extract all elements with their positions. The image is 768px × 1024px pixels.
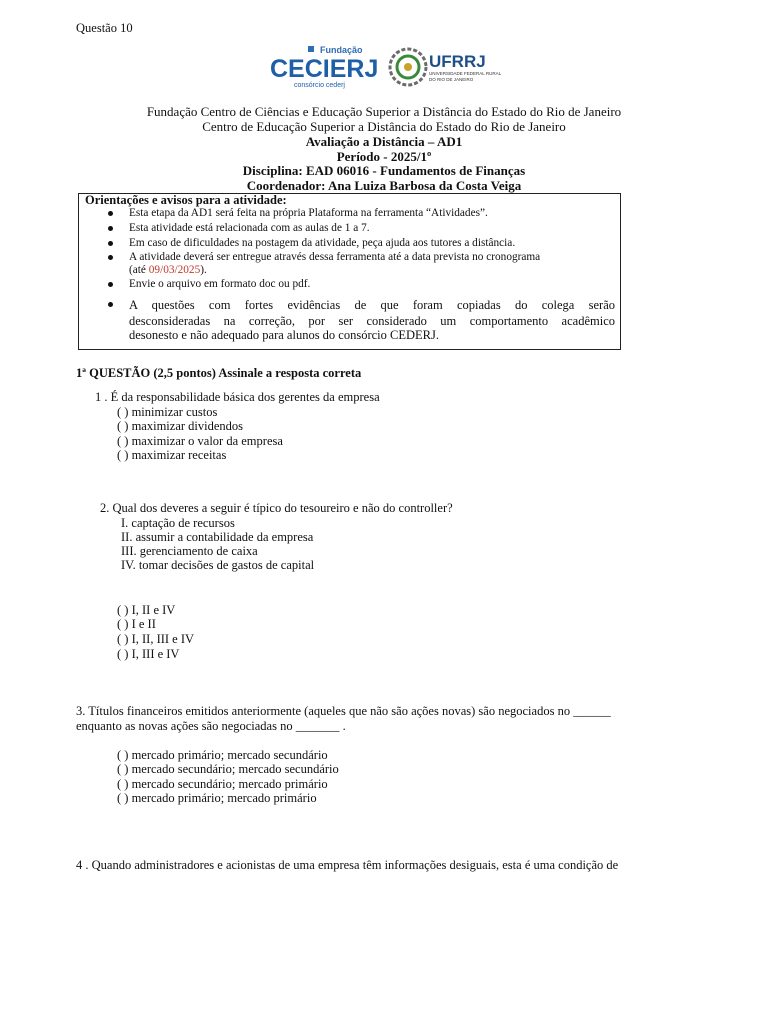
notice-item-deadline: A atividade deverá ser entregue através dessa ferramenta até a data prevista no cronograma xyxy=(129,251,541,263)
question-2-item: I. captação de recursos xyxy=(121,516,235,530)
question-2-option[interactable]: ( ) I e II xyxy=(117,617,156,631)
ufrrj-logo-sub2: DO RIO DE JANEIRO xyxy=(429,77,474,82)
question-3-text-line2: enquanto as novas ações são negociadas no _______ . xyxy=(76,719,346,733)
question-1-option[interactable]: ( ) maximizar dividendos xyxy=(117,419,244,433)
notice-item-plagiarism-2: desconsideradas na correção, por ser considerado um comportamento acadêmico xyxy=(129,314,615,328)
notice-item-platform: Esta etapa da AD1 será feita na própria Plataforma na ferramenta “Atividades”. xyxy=(129,207,488,219)
cecierj-logo-top: Fundação xyxy=(320,45,363,55)
cecierj-logo-sub: consórcio cederj xyxy=(294,82,345,89)
ufrrj-logo xyxy=(388,46,502,88)
question-1-option[interactable]: ( ) minimizar custos xyxy=(117,405,218,419)
ufrrj-logo-sub1: UNIVERSIDADE FEDERAL RURAL xyxy=(429,71,502,76)
notice-item-help: Em caso de dificuldades na postagem da atividade, peça ajuda aos tutores a distância. xyxy=(129,237,516,249)
bullet-dot xyxy=(108,211,113,216)
question-2-item: II. assumir a contabilidade da empresa xyxy=(121,530,314,544)
deadline-date: 09/03/2025 xyxy=(148,264,201,276)
section-title: 1ª QUESTÃO (2,5 pontos) Assinale a resposta correta xyxy=(76,366,362,380)
bullet-dot xyxy=(108,282,113,287)
question-2-option[interactable]: ( ) I, III e IV xyxy=(117,647,180,661)
question-2-item: III. gerenciamento de caixa xyxy=(121,544,258,558)
header-assessment: Avaliação a Distância – AD1 xyxy=(305,134,463,149)
header-period: Período - 2025/1º xyxy=(336,149,432,164)
question-1-text: 1 . É da responsabilidade básica dos gerentes da empresa xyxy=(95,390,380,404)
cecierj-logo-main: CECIERJ xyxy=(270,55,379,83)
cecierj-logo xyxy=(268,44,379,90)
bullet-dot xyxy=(108,302,113,307)
question-3-option[interactable]: ( ) mercado secundário; mercado secundário xyxy=(117,762,339,776)
question-3-option[interactable]: ( ) mercado primário; mercado secundário xyxy=(117,748,328,762)
bullet-dot xyxy=(108,255,113,260)
deadline-prefix: (até xyxy=(129,264,149,276)
page-label: Questão 10 xyxy=(76,21,133,35)
deadline-suffix: ). xyxy=(200,264,207,276)
question-2-option[interactable]: ( ) I, II e IV xyxy=(117,603,176,617)
notice-item-deadline-date xyxy=(129,264,207,277)
header-center: Centro de Educação Superior a Distância do Estado do Rio de Janeiro xyxy=(202,119,566,134)
header-coordinator: Coordenador: Ana Luiza Barbosa da Costa Veiga xyxy=(246,178,522,193)
notice-item-format: Envie o arquivo em formato doc ou pdf. xyxy=(129,278,311,290)
question-2-item: IV. tomar decisões de gastos de capital xyxy=(121,558,315,572)
question-1-option[interactable]: ( ) maximizar o valor da empresa xyxy=(117,434,283,448)
question-4-text: 4 . Quando administradores e acionistas de uma empresa têm informações desiguais, esta é uma condição de xyxy=(76,858,619,872)
ufrrj-logo-main: UFRRJ xyxy=(429,52,486,71)
question-3-option[interactable]: ( ) mercado primário; mercado primário xyxy=(117,791,317,805)
question-1-option[interactable]: ( ) maximizar receitas xyxy=(117,448,227,462)
header-institution: Fundação Centro de Ciências e Educação Superior a Distância do Estado do Rio de Janeiro xyxy=(146,104,622,119)
header-discipline: Disciplina: EAD 06016 - Fundamentos de Finanças xyxy=(242,163,526,178)
bullet-dot xyxy=(108,226,113,231)
notice-item-classes: Esta atividade está relacionada com as aulas de 1 a 7. xyxy=(129,222,370,234)
notice-title: Orientações e avisos para a atividade: xyxy=(85,193,287,207)
bullet-dot xyxy=(108,241,113,246)
question-3-option[interactable]: ( ) mercado secundário; mercado primário xyxy=(117,777,328,791)
question-2-text: 2. Qual dos deveres a seguir é típico do tesoureiro e não do controller? xyxy=(100,501,453,515)
cecierj-logo-graphic xyxy=(268,44,379,90)
ufrrj-logo-graphic xyxy=(388,46,502,88)
notice-item-plagiarism-1: A questões com fortes evidências de que foram copiadas do colega serão xyxy=(129,298,615,312)
notice-item-plagiarism-3: desonesto e não adequado para alunos do consórcio CEDERJ. xyxy=(129,328,439,342)
question-2-option[interactable]: ( ) I, II, III e IV xyxy=(117,632,195,646)
question-3-text-line1: 3. Títulos financeiros emitidos anteriormente (aqueles que não são ações novas) são negociados no ______ xyxy=(76,704,611,718)
